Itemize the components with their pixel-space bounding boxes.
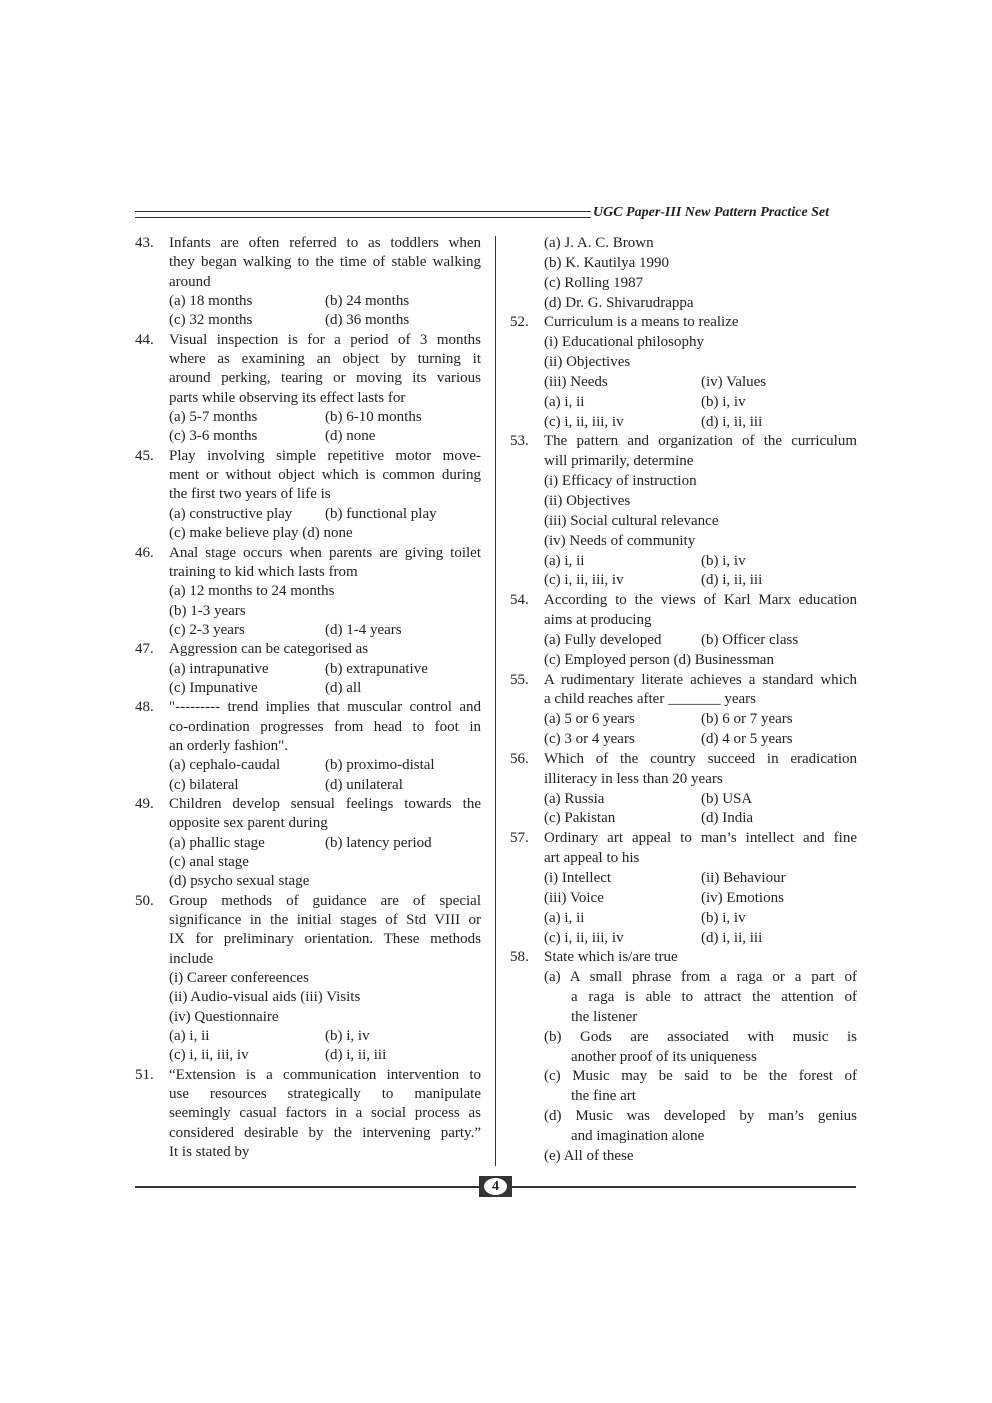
line-text: (ii) Objectives (544, 354, 631, 371)
column-divider (495, 236, 496, 1166)
text-line (510, 373, 857, 393)
line-text: (iii) Voice (544, 889, 604, 906)
line-text: Group methods of guidance are of special (169, 892, 481, 909)
line-text: Children develop sensual feelings towards the (169, 795, 481, 812)
option-text: (b) latency period (325, 834, 432, 851)
text-line (510, 948, 857, 968)
text-line (135, 582, 481, 601)
text-line (510, 353, 857, 373)
text-line (135, 640, 481, 659)
text-line (510, 651, 857, 671)
text-line (135, 872, 481, 891)
text-line (135, 1008, 481, 1027)
page-number: 4 (484, 1178, 507, 1195)
option-text: (d) i, ii, iii (325, 1047, 387, 1064)
text-line (510, 750, 857, 770)
text-line (135, 447, 481, 466)
question-number: 52. (510, 314, 529, 331)
text-line (135, 892, 481, 911)
text-line (510, 413, 857, 433)
line-text: ment or without object which is common during (169, 467, 481, 484)
line-text: the listener (571, 1008, 638, 1025)
line-text: (ii) Audio-visual aids (iii) Visits (169, 989, 361, 1006)
text-line (510, 988, 857, 1008)
line-text: (e) All of these (544, 1147, 634, 1164)
line-text: training to kid which lasts from (169, 563, 358, 580)
option-text: (b) extrapunative (325, 660, 428, 677)
line-text: (a) Fully developed (544, 631, 662, 648)
page-number-box (479, 1176, 512, 1197)
line-text: (a) 5 or 6 years (544, 711, 635, 728)
text-line (135, 544, 481, 563)
line-text: Ordinary art appeal to man’s intellect and fine (544, 830, 857, 847)
line-text: considered desirable by the intervening party.” (169, 1124, 481, 1141)
line-text: (d) psycho sexual stage (169, 873, 310, 890)
line-text: According to the views of Karl Marx education (544, 592, 857, 609)
text-line (510, 432, 857, 452)
question-number: 55. (510, 671, 529, 688)
question-number: 56. (510, 750, 529, 767)
text-line (135, 969, 481, 988)
line-text: (c) 3 or 4 years (544, 731, 635, 748)
text-line (510, 452, 857, 472)
text-line (135, 718, 481, 737)
option-text: (d) i, ii, iii (701, 929, 763, 946)
question-number: 58. (510, 949, 529, 966)
right-column (510, 234, 857, 1167)
line-text: seemingly casual factors in a social process as (169, 1105, 481, 1122)
option-text: (d) 1-4 years (325, 621, 402, 638)
line-text: (c) i, ii, iii, iv (544, 572, 624, 589)
option-text: (b) Officer class (701, 631, 799, 648)
option-text: (b) i, iv (701, 393, 746, 410)
line-text: the first two years of life is (169, 486, 331, 503)
line-text: (c) bilateral (169, 776, 239, 793)
option-text: (b) 6-10 months (325, 409, 422, 426)
text-line (510, 1087, 857, 1107)
line-text: (c) 32 months (169, 312, 253, 329)
text-line (135, 234, 481, 253)
text-line (510, 472, 857, 492)
option-text: (b) USA (701, 790, 753, 807)
option-text: (d) all (325, 679, 362, 696)
text-line (135, 988, 481, 1007)
line-text: Infants are often referred to as toddlers when (169, 235, 481, 251)
text-line (510, 492, 857, 512)
line-text: (a) A small phrase from a raga or a part of (544, 969, 857, 986)
text-line (510, 809, 857, 829)
line-text: (a) Russia (544, 790, 605, 807)
question-number: 48. (135, 699, 154, 716)
line-text: and imagination alone (571, 1127, 705, 1144)
text-line (135, 679, 481, 698)
line-text: will primarily, determine (544, 453, 694, 470)
text-line (510, 1127, 857, 1147)
footer-rule-left (135, 1186, 479, 1188)
line-text: another proof of its uniqueness (571, 1048, 757, 1065)
text-line (135, 776, 481, 795)
line-text: art appeal to his (544, 850, 640, 867)
text-line (510, 591, 857, 611)
text-line (135, 427, 481, 446)
text-line (510, 1107, 857, 1127)
option-text: (d) i, ii, iii (701, 572, 763, 589)
option-text: (iv) Values (701, 373, 767, 390)
question-number: 54. (510, 592, 529, 609)
question-number: 53. (510, 433, 529, 450)
line-text: (iii) Needs (544, 373, 608, 390)
line-text: (c) i, ii, iii, iv (169, 1047, 249, 1064)
text-line (135, 698, 481, 717)
line-text: (a) i, ii (544, 393, 585, 410)
text-line (135, 1027, 481, 1046)
line-text: (a) i, ii (544, 552, 585, 569)
line-text: (ii) Objectives (544, 492, 631, 509)
text-line (135, 408, 481, 427)
line-text: A rudimentary literate achieves a standard which (544, 671, 857, 688)
text-line (135, 311, 481, 330)
line-text: IX for preliminary orientation. These methods (169, 931, 481, 948)
text-line (510, 829, 857, 849)
text-line (135, 369, 481, 388)
text-line (510, 849, 857, 869)
line-text: (a) 18 months (169, 293, 253, 310)
line-text: Aggression can be categorised as (169, 641, 369, 658)
question-number: 47. (135, 641, 154, 658)
text-line (510, 274, 857, 294)
line-text: opposite sex parent during (169, 815, 328, 832)
text-line (135, 1066, 481, 1085)
line-text: (c) Employed person (d) Businessman (544, 651, 774, 668)
text-line (510, 611, 857, 631)
option-text: (b) i, iv (701, 909, 746, 926)
question-number: 44. (135, 331, 154, 348)
line-text: (b) K. Kautilya 1990 (544, 254, 669, 271)
line-text: (iv) Questionnaire (169, 1008, 279, 1025)
text-line (135, 563, 481, 582)
option-text: (d) none (325, 428, 376, 445)
text-line (510, 710, 857, 730)
text-line (510, 532, 857, 552)
line-text: significance in the initial stages of Std VIII or (169, 912, 481, 929)
text-line (135, 737, 481, 756)
option-text: (iv) Emotions (701, 889, 784, 906)
line-text: (i) Intellect (544, 870, 612, 886)
option-text: (b) i, iv (325, 1028, 370, 1045)
footer-rule-right (512, 1186, 856, 1188)
text-line (135, 524, 481, 543)
text-line (135, 292, 481, 311)
line-text: a child reaches after _______ years (544, 691, 756, 708)
line-text: State which is/are true (544, 949, 678, 966)
question-number: 51. (135, 1066, 154, 1083)
line-text: co-ordination progresses from head to foot in (169, 718, 481, 735)
text-line (135, 834, 481, 853)
text-line (135, 466, 481, 485)
option-text: (d) i, ii, iii (701, 413, 763, 430)
line-text: (a) J. A. C. Brown (544, 235, 654, 251)
text-line (510, 393, 857, 413)
text-line (510, 512, 857, 532)
question-number: 43. (135, 235, 154, 251)
text-line (135, 660, 481, 679)
text-line (135, 853, 481, 872)
option-text: (b) i, iv (701, 552, 746, 569)
text-line (510, 552, 857, 572)
line-text: (c) i, ii, iii, iv (544, 929, 624, 946)
text-line (510, 968, 857, 988)
line-text: (a) constructive play (169, 505, 293, 522)
text-line (135, 331, 481, 350)
text-line (135, 253, 481, 272)
line-text: It is stated by (169, 1144, 250, 1161)
text-line (135, 1046, 481, 1065)
question-number: 45. (135, 447, 154, 464)
text-line (135, 1143, 481, 1162)
line-text: Curriculum is a means to realize (544, 314, 739, 331)
line-text: (i) Educational philosophy (544, 334, 704, 351)
line-text: (c) anal stage (169, 854, 249, 870)
line-text: (a) phallic stage (169, 834, 265, 851)
line-text: Which of the country succeed in eradication (544, 750, 857, 767)
text-line (510, 1067, 857, 1087)
line-text: (a) intrapunative (169, 660, 269, 677)
line-text: around perking, tearing or moving its various (169, 370, 481, 387)
option-text: (b) 6 or 7 years (701, 711, 793, 728)
line-text: (a) 12 months to 24 months (169, 583, 335, 600)
line-text: (c) make believe play (d) none (169, 525, 353, 542)
text-line (510, 929, 857, 949)
text-line (510, 909, 857, 929)
line-text: around (169, 273, 211, 290)
line-text: (i) Career confereences (169, 970, 309, 987)
text-line (510, 790, 857, 810)
line-text: (a) 5-7 months (169, 409, 258, 426)
text-line (135, 911, 481, 930)
text-line (135, 350, 481, 369)
text-line (510, 1147, 857, 1167)
text-line (135, 930, 481, 949)
option-text: (d) 4 or 5 years (701, 731, 793, 748)
text-line (135, 602, 481, 621)
left-column (135, 234, 481, 1163)
line-text: illiteracy in less than 20 years (544, 770, 723, 787)
text-line (510, 313, 857, 333)
line-text: aims at producing (544, 612, 652, 629)
text-line (510, 1028, 857, 1048)
text-line (510, 1008, 857, 1028)
line-text: (c) Rolling 1987 (544, 274, 644, 291)
text-line (510, 690, 857, 710)
option-text: (ii) Behaviour (701, 870, 786, 886)
line-text: parts while observing its effect lasts for (169, 389, 406, 406)
text-line (510, 254, 857, 274)
text-line (510, 869, 857, 889)
option-text: (b) 24 months (325, 293, 410, 310)
line-text: include (169, 950, 214, 967)
line-text: (c) Music may be said to be the forest of (544, 1068, 857, 1085)
line-text: (iv) Needs of community (544, 532, 696, 549)
line-text: (b) Gods are associated with music is (544, 1028, 857, 1045)
line-text: a raga is able to attract the attention of (571, 989, 857, 1006)
text-line (510, 333, 857, 353)
line-text: Play involving simple repetitive motor move- (169, 447, 481, 464)
line-text: (c) i, ii, iii, iv (544, 413, 624, 430)
line-text: use resources strategically to manipulate (169, 1086, 481, 1103)
text-line (135, 505, 481, 524)
text-line (510, 571, 857, 591)
line-text: (c) Pakistan (544, 810, 616, 827)
line-text: (a) i, ii (169, 1028, 210, 1045)
text-line (510, 770, 857, 790)
header-rule (135, 211, 591, 218)
text-line (510, 889, 857, 909)
text-line (135, 621, 481, 640)
line-text: an orderly fashion". (169, 737, 289, 754)
line-text: Visual inspection is for a period of 3 months (169, 331, 481, 348)
text-line (135, 795, 481, 814)
running-header-title: UGC Paper-III New Pattern Practice Set (593, 205, 830, 220)
line-text: where as examining an object by turning it (169, 351, 481, 368)
text-line (135, 1124, 481, 1143)
text-line (510, 730, 857, 750)
text-line (510, 1048, 857, 1068)
line-text: they began walking to the time of stable walking (169, 254, 481, 271)
line-text: the fine art (571, 1088, 636, 1105)
text-line (510, 294, 857, 314)
option-text: (d) 36 months (325, 312, 410, 329)
text-line (135, 950, 481, 969)
line-text: "--------- trend implies that muscular control and (169, 699, 481, 716)
line-text: (iii) Social cultural relevance (544, 512, 719, 529)
text-line (135, 485, 481, 504)
text-line (510, 631, 857, 651)
line-text: (b) 1-3 years (169, 602, 246, 619)
option-text: (d) India (701, 810, 754, 827)
question-number: 49. (135, 795, 154, 812)
line-text: Anal stage occurs when parents are giving toilet (169, 544, 481, 561)
line-text: (c) 2-3 years (169, 621, 245, 638)
line-text: (d) Dr. G. Shivarudrappa (544, 294, 694, 311)
option-text: (d) unilateral (325, 776, 403, 793)
text-line (135, 389, 481, 408)
option-text: (b) proximo-distal (325, 757, 435, 774)
text-line (510, 234, 857, 254)
text-line (135, 814, 481, 833)
line-text: (i) Efficacy of instruction (544, 473, 697, 490)
line-text: (d) Music was developed by man’s genius (544, 1108, 857, 1125)
line-text: (c) Impunative (169, 679, 258, 696)
line-text: (a) i, ii (544, 909, 585, 926)
text-line (135, 1085, 481, 1104)
question-number: 57. (510, 830, 529, 847)
option-text: (b) functional play (325, 505, 437, 522)
text-line (135, 756, 481, 775)
text-line (510, 671, 857, 691)
line-text: (a) cephalo-caudal (169, 757, 281, 774)
line-text: “Extension is a communication intervention to (169, 1066, 481, 1083)
text-line (135, 273, 481, 292)
question-number: 50. (135, 892, 154, 909)
line-text: The pattern and organization of the curriculum (544, 433, 857, 450)
text-line (135, 1104, 481, 1123)
question-number: 46. (135, 544, 154, 561)
line-text: (c) 3-6 months (169, 428, 258, 445)
